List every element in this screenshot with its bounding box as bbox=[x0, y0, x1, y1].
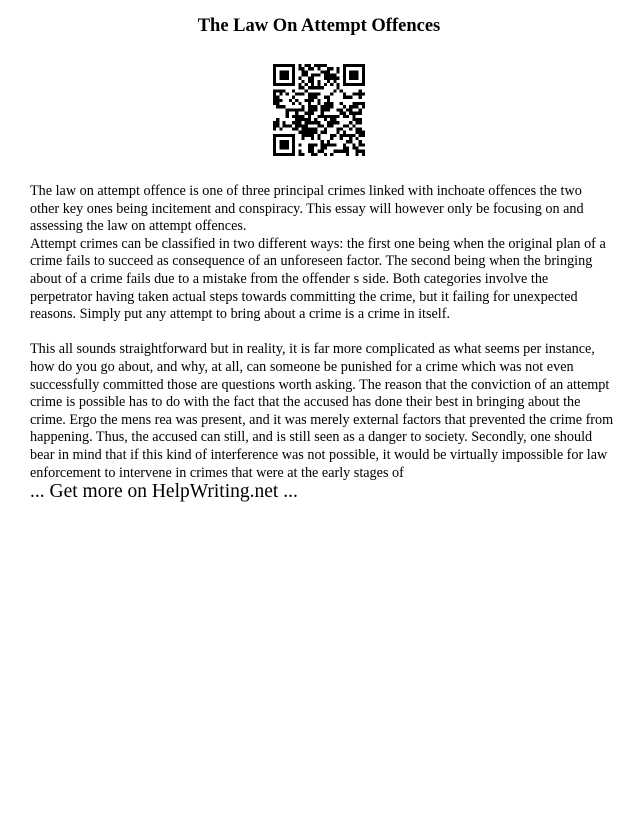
paragraph-2 bbox=[30, 236, 620, 324]
text-line: reasons. Simply put any attempt to bring about a crime is a crime in itself. bbox=[30, 306, 451, 323]
paragraph-spacer bbox=[30, 324, 620, 342]
get-more-link[interactable]: ... Get more on HelpWriting.net ... bbox=[30, 481, 298, 502]
text-line: The law on attempt offence is one of three principal crimes linked with inchoate offences the two bbox=[30, 183, 582, 199]
text-line: This all sounds straightforward but in reality, it is far more complicated as what seems per instance, bbox=[30, 341, 595, 358]
text-line: other key ones being incitement and conspiracy. This essay will however only be focusing on and bbox=[30, 200, 584, 217]
text-line: perpetrator having taken actual steps towards committing the crime, but it failing for unexpected bbox=[30, 288, 578, 305]
document-title: The Law On Attempt Offences bbox=[197, 16, 441, 36]
text-line: successfully committed those are questions worth asking. The reason that the conviction of an attempt bbox=[30, 376, 610, 393]
text-line: happening. Thus, the accused can still, and is still seen as a danger to society. Secondly, one should bbox=[30, 429, 593, 446]
text-line: Attempt crimes can be classified in two different ways: the first one being when the original plan of a bbox=[30, 235, 606, 252]
qr-code-icon bbox=[273, 64, 365, 156]
text-line: bear in mind that if this kind of interference was not possible, it would be virtually impossible for law bbox=[30, 446, 608, 463]
text-line: about of a crime fails due to a mistake from the offender s side. Both categories involve the bbox=[30, 270, 549, 287]
text-line: enforcement to intervene in crimes that were at the early stages of bbox=[30, 464, 404, 481]
text-line: crime is possible has to do with the fact that the accused has done their best in bringing about the bbox=[30, 394, 581, 411]
text-line: crime fails to succeed as consequence of an unforeseen factor. The second being when the bringing bbox=[30, 253, 593, 270]
text-line: how do you go about, and why, at all, can someone be punished for a crime which was not even bbox=[30, 358, 574, 375]
paragraph-1 bbox=[30, 183, 620, 236]
document-body bbox=[30, 183, 620, 482]
text-line: assessing the law on attempt offences. bbox=[30, 218, 247, 235]
paragraph-3 bbox=[30, 341, 620, 482]
text-line: crime. Ergo the mens rea was present, and it was merely external factors that prevented the crime from bbox=[30, 411, 614, 428]
